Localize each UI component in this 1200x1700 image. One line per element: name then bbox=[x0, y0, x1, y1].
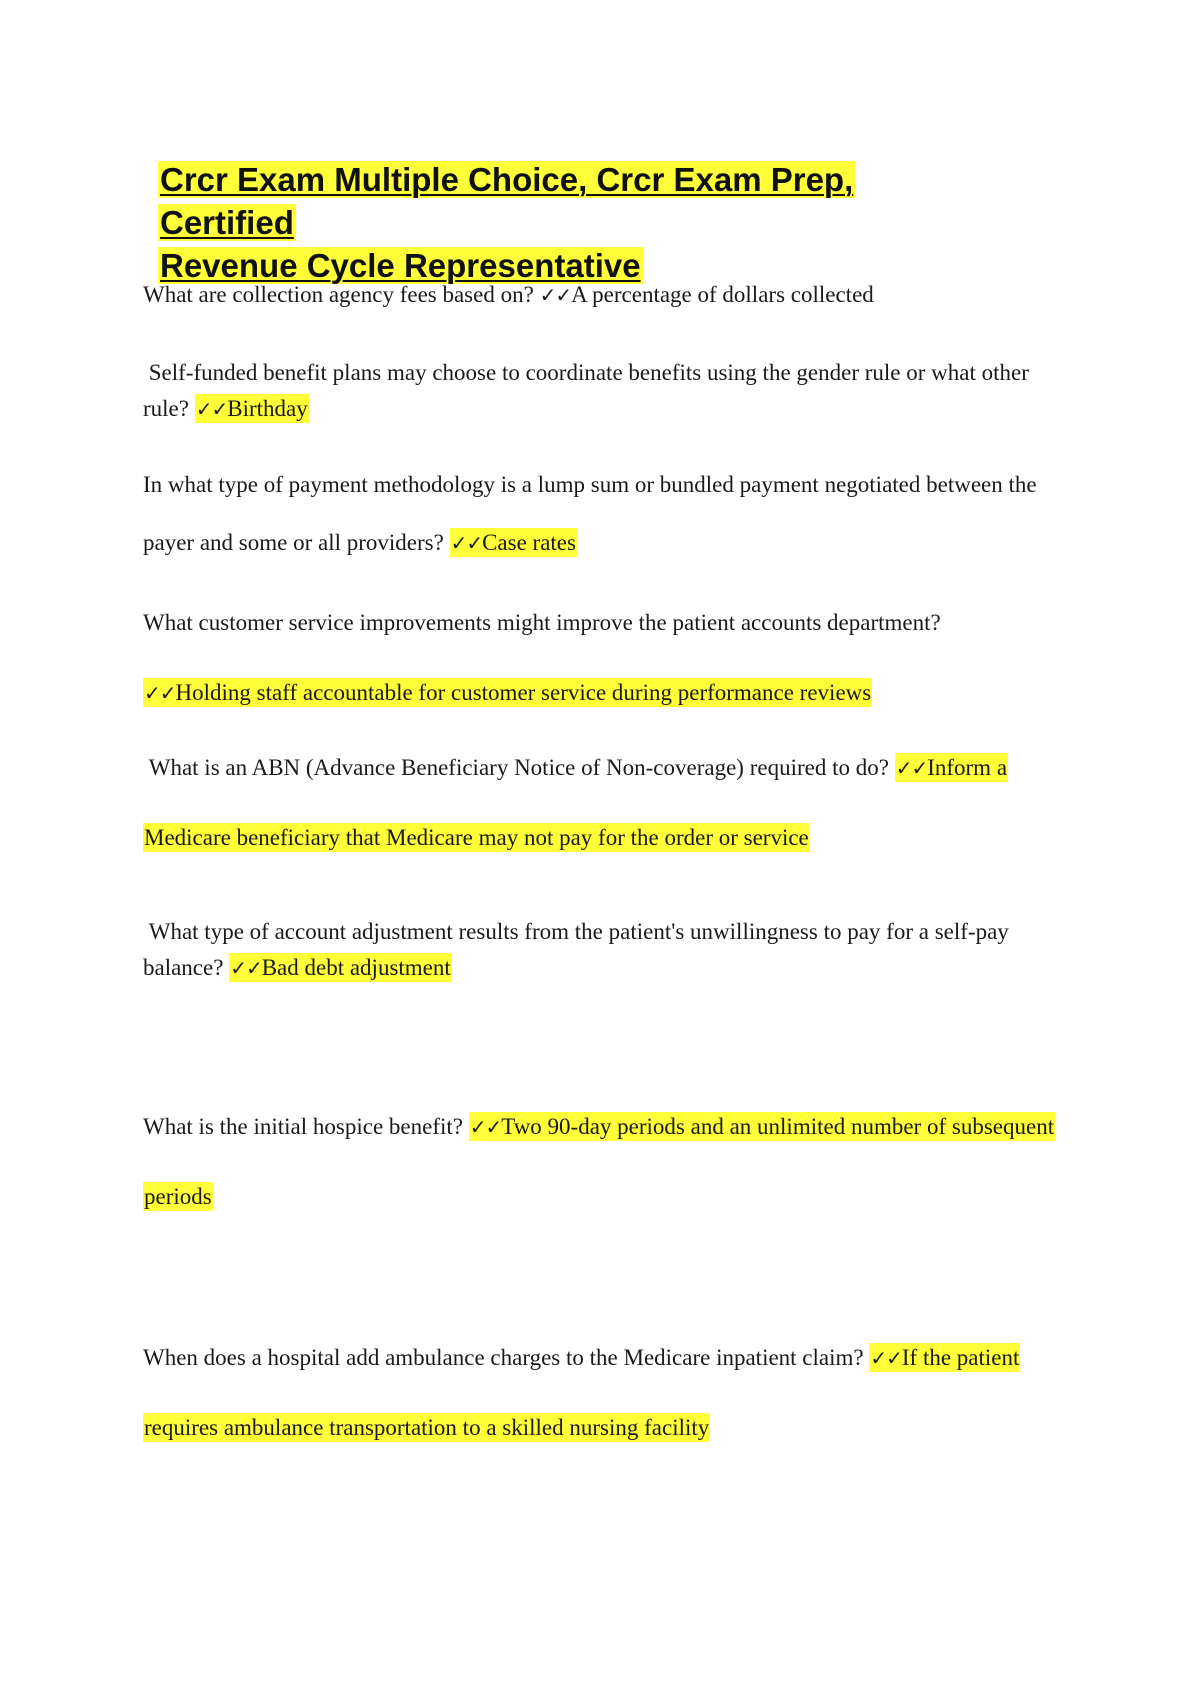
qa-item-4 bbox=[143, 588, 1063, 728]
qa-item-3 bbox=[143, 456, 1063, 572]
answer-highlight bbox=[143, 678, 872, 707]
check-icon: ✓✓ bbox=[144, 681, 176, 705]
qa-item-5 bbox=[143, 733, 1063, 873]
answer-text: A percentage of dollars collected bbox=[571, 282, 874, 307]
question-text: What is the initial hospice benefit? bbox=[143, 1114, 463, 1139]
answer-text: Two 90-day periods and an unlimited number of subsequent periods bbox=[144, 1114, 1055, 1209]
qa-item-1 bbox=[143, 277, 1063, 313]
question-text: What customer service improvements might improve the patient accounts department? bbox=[143, 610, 941, 635]
answer-highlight bbox=[229, 953, 452, 982]
answer-highlight bbox=[450, 528, 577, 557]
answer-text: Holding staff accountable for customer service during performance reviews bbox=[175, 680, 872, 705]
question-text: In what type of payment methodology is a lump sum or bundled payment negotiated between the payer and some or all providers? bbox=[143, 472, 1037, 555]
document-title bbox=[158, 158, 978, 287]
answer-text: If the patient requires ambulance transportation to a skilled nursing facility bbox=[144, 1345, 1020, 1440]
qa-item-8 bbox=[143, 1323, 1063, 1463]
answer-text: Inform a Medicare beneficiary that Medicare may not pay for the order or service bbox=[144, 755, 1008, 850]
answer-highlight bbox=[195, 394, 309, 423]
question-text: Self-funded benefit plans may choose to coordinate benefits using the gender rule or what other rule? bbox=[143, 360, 1029, 421]
check-icon: ✓✓ bbox=[870, 1346, 902, 1370]
check-icon: ✓✓ bbox=[230, 956, 262, 980]
question-text: When does a hospital add ambulance charges to the Medicare inpatient claim? bbox=[143, 1345, 864, 1370]
answer-text: Bad debt adjustment bbox=[261, 955, 451, 980]
answer-text: Birthday bbox=[227, 396, 308, 421]
check-icon: ✓✓ bbox=[539, 283, 572, 307]
answer-text: Case rates bbox=[482, 530, 576, 555]
question-text: What are collection agency fees based on? bbox=[143, 282, 534, 307]
question-text: What type of account adjustment results from the patient's unwillingness to pay for a self-pay balance? bbox=[143, 919, 1009, 980]
title-line-1: Crcr Exam Multiple Choice, Crcr Exam Prep, Certified bbox=[160, 161, 854, 241]
check-icon: ✓✓ bbox=[469, 1115, 502, 1139]
check-icon: ✓✓ bbox=[895, 756, 928, 780]
qa-item-7 bbox=[143, 1092, 1063, 1232]
title-line-2: Revenue Cycle Representative bbox=[160, 247, 641, 284]
question-text: What is an ABN (Advance Beneficiary Notice of Non-coverage) required to do? bbox=[148, 755, 889, 780]
check-icon: ✓✓ bbox=[195, 397, 228, 421]
qa-item-6 bbox=[143, 914, 1063, 986]
check-icon: ✓✓ bbox=[450, 531, 483, 555]
qa-item-2 bbox=[143, 355, 1063, 427]
